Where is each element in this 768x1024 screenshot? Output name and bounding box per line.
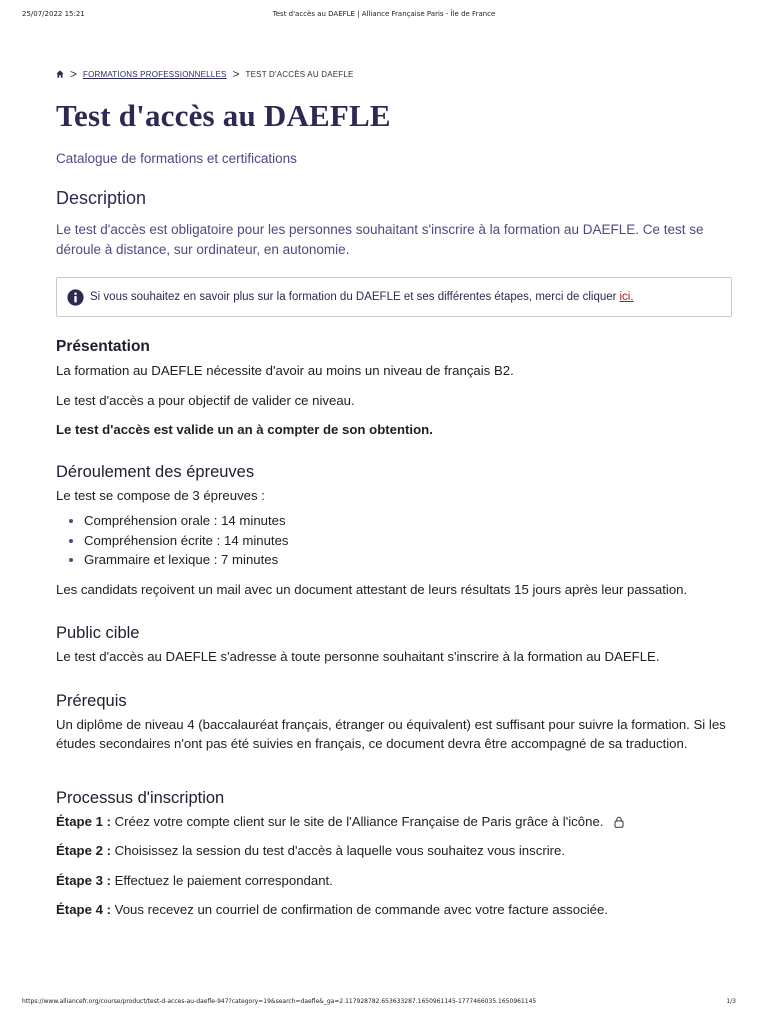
step-3 <box>56 871 732 891</box>
step-text: Créez votre compte client sur le site de l'Alliance Française de Paris grâce à l'icône. <box>114 813 604 829</box>
print-page-title: Test d'accès au DAEFLE | Alliance Française Paris - Île de France <box>272 10 496 18</box>
step-text: Vous recevez un courriel de confirmation de commande avec votre facture associée. <box>114 902 608 917</box>
deroulement-title: Déroulement des épreuves <box>56 462 255 481</box>
presentation-p2: Le test d'accès a pour objectif de valider ce niveau. <box>56 392 355 408</box>
prerequis-text: Un diplôme de niveau 4 (baccalauréat français, étranger ou équivalent) est suffisant pour suivre la formation. Si les études secondaires n'ont pas été suivies en français, ce document devra être accompagné de sa traduction. <box>56 716 726 751</box>
public-title: Public cible <box>56 624 140 642</box>
epreuves-list <box>56 511 732 570</box>
breadcrumb-separator: > <box>232 67 240 81</box>
list-item: • Compréhension orale : 14 minutes <box>84 511 732 531</box>
step-label: Étape 3 : <box>56 872 111 888</box>
presentation-section <box>56 337 732 440</box>
info-box <box>56 277 732 317</box>
step-label: Étape 4 : <box>56 902 111 917</box>
print-datetime: 25/07/2022 15:21 <box>22 10 85 18</box>
info-text: Si vous souhaitez en savoir plus sur la formation du DAEFLE et ses différentes étapes, merci de cliquer <box>90 291 617 303</box>
breadcrumb-current: TEST D'ACCÈS AU DAEFLE <box>245 69 354 79</box>
step-4 <box>56 900 732 920</box>
processus-section <box>56 788 732 920</box>
main-content <box>56 66 732 920</box>
breadcrumb-separator: > <box>70 67 78 81</box>
prerequis-section <box>56 691 732 754</box>
deroulement-results: Les candidats reçoivent un mail avec un document attestant de leurs résultats 15 jours après leur passation. <box>56 581 688 597</box>
public-section <box>56 623 732 667</box>
list-item: • Grammaire et lexique : 7 minutes <box>84 550 732 570</box>
step-label: Étape 2 : <box>56 843 111 858</box>
step-2 <box>56 841 732 861</box>
step-1 <box>56 812 732 832</box>
presentation-p3: Le test d'accès est valide un an à compter de son obtention. <box>56 422 433 437</box>
home-icon[interactable] <box>56 70 64 78</box>
description-title: Description <box>56 188 147 208</box>
prerequis-title: Prérequis <box>56 691 127 710</box>
page-subtitle: Catalogue de formations et certifications <box>56 151 297 166</box>
print-page-number: 1/3 <box>726 998 736 1005</box>
breadcrumb <box>56 66 732 82</box>
deroulement-section <box>56 462 732 600</box>
print-header <box>22 10 746 22</box>
info-link[interactable]: ici. <box>619 291 634 303</box>
breadcrumb-link-formations[interactable]: FORMATIONS PROFESSIONNELLES <box>83 69 227 79</box>
public-text: Le test d'accès au DAEFLE s'adresse à toute personne souhaitant s'inscrire à la formation au DAEFLE. <box>56 649 660 664</box>
deroulement-intro: Le test se compose de 3 épreuves : <box>56 487 265 503</box>
step-text: Effectuez le paiement correspondant. <box>114 872 333 888</box>
processus-title: Processus d'inscription <box>56 788 225 807</box>
step-text: Choisissez la session du test d'accès à laquelle vous souhaitez vous inscrire. <box>114 843 566 858</box>
step-label: Étape 1 : <box>56 813 111 829</box>
info-icon <box>67 289 84 306</box>
print-footer <box>22 998 746 1010</box>
print-url: https://www.alliancefr.org/course/product/test-d-acces-au-daefle-947?category=19&search=daefle&_ga=2.117928782.653633287.1650961145-1777466035.1650961145 <box>22 998 537 1005</box>
lock-user-icon <box>613 816 625 828</box>
presentation-title: Présentation <box>56 338 150 355</box>
list-item: • Compréhension écrite : 14 minutes <box>84 531 732 551</box>
presentation-p1: La formation au DAEFLE nécessite d'avoir au moins un niveau de français B2. <box>56 363 514 378</box>
page-title: Test d'accès au DAEFLE <box>56 98 391 133</box>
description-text: Le test d'accès est obligatoire pour les personnes souhaitant s'inscrire à la formation au DAEFLE. Ce test se déroule à distance, sur ordinateur, en autonomie. <box>56 222 704 257</box>
